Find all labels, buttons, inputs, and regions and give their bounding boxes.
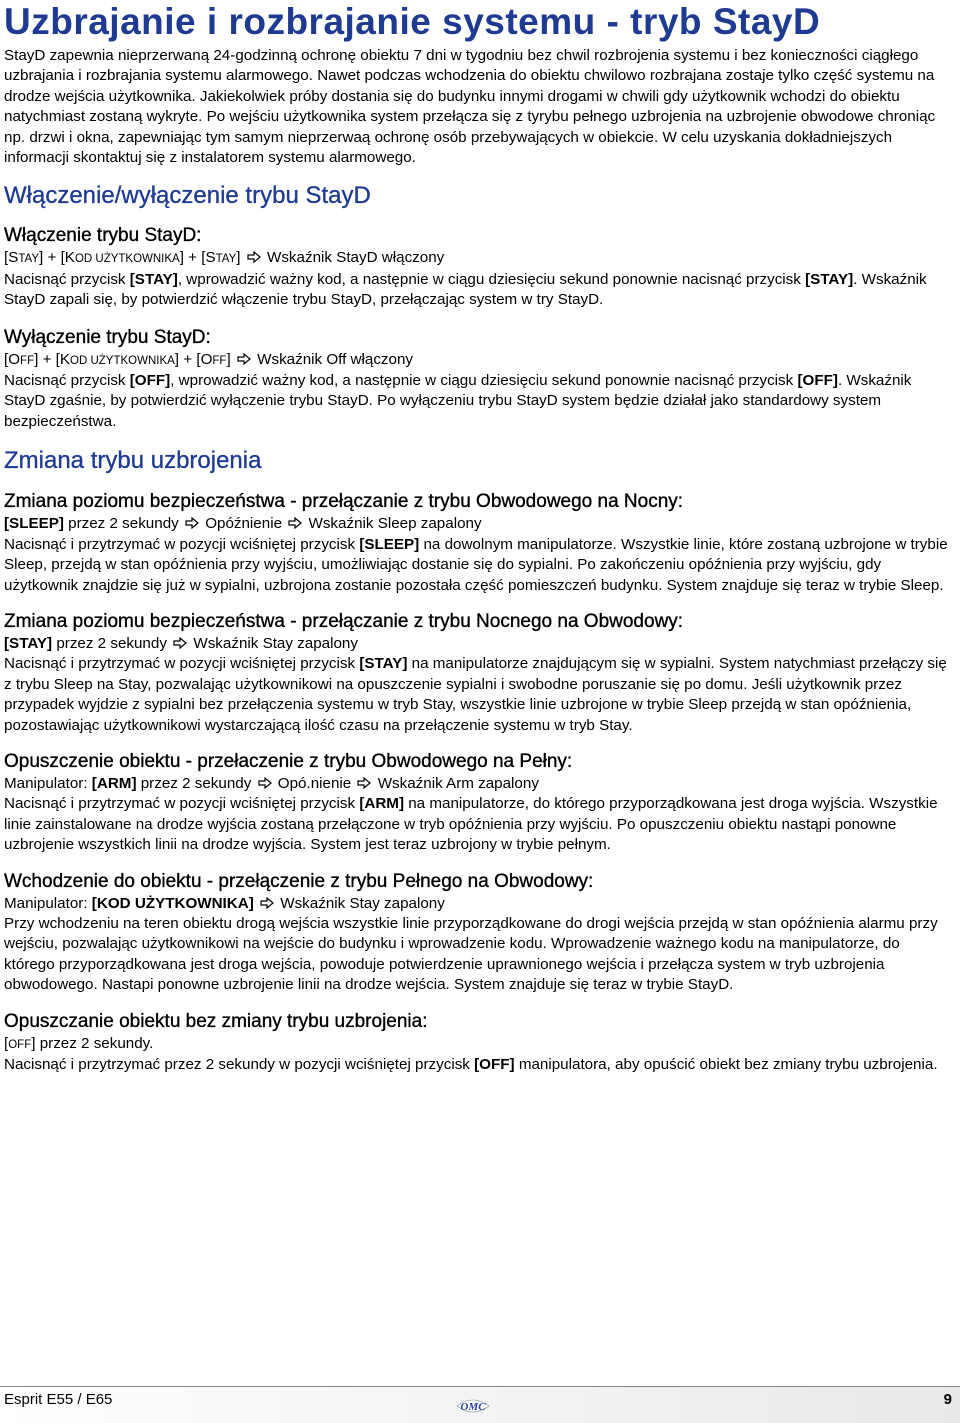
- key-user-code-sc: OD UŻYTKOWNIKA: [74, 253, 180, 266]
- text: na dowolnym manipulatorze. Wszystkie linie, które zostaną uzbrojone w trybie Sleep, przejdą w stan opóźnienia przy wyjściu, umożliwiając dostanie się do sypialni. Po zakończeniu opóźnienia przy wyjściu, gdy użytkownik znajdzie się już w sypialni, uzbrojona zostanie pozostała część pomieszczeń budynku. System znajduje się teraz w trybie Sleep.: [4, 535, 948, 594]
- text: , wprowadzić ważny kod, a następnie w ciągu dziesięciu sekund ponownie nacisnąć przycisk: [170, 372, 798, 390]
- key-user-code: [K: [55, 350, 71, 368]
- text: Nacisnąć i przytrzymać w pozycji wciśniętej przycisk: [4, 535, 360, 553]
- intro-paragraph: [4, 46, 954, 168]
- key-label: [OFF]: [129, 372, 171, 390]
- subheading-stayd-on: Włączenie trybu StayD:: [4, 225, 202, 247]
- subheading-leave-perimeter-to-full: Opuszczenie obiektu - przełaczenie z trybu Obwodowego na Pełny:: [4, 750, 573, 772]
- paragraph-enter-full-to-perimeter: Przy wchodzeniu na teren obiektu drogą wejścia wszystkie linie przyporządkowane do drogi wejścia przejdą w stan opóźnienia alarmu przy wejściu, pozwalając użytkownikowi na wejście do budynku i wprowadzenie kodu. Wprowadzenie ważnego kodu na manipulatorze, do którego przyporządkowana jest droga wejścia, powoduje potwierdzenie uprawnionego wejścia i przełącza system w tryb uzbrojenia obwodowego. Nastapi ponowne uzbrojenie linii na drodze wejścia. System znajduje się teraz w trybie StayD.: [4, 914, 938, 994]
- intro-sentence: Jakiekolwiek próby dostania się do budynku innymi drogami w chwili gdy użytkownik wchodzi do obiektu natychmiast zostaną wykryte.: [4, 87, 900, 126]
- intro-sentence: Po wejściu użytkownika system przełącza się z tyrybu pełnego uzbrojenia na uzbrojenie obwodowe chroniąc np.: [4, 108, 936, 146]
- text: Nacisnąć i przytrzymać w pozycji wciśniętej przycisk: [4, 795, 360, 813]
- paragraph-night-to-perimeter: [4, 654, 954, 736]
- key-off: [: [4, 1034, 9, 1052]
- step-label: Opó.nienie: [277, 774, 352, 792]
- key-stay: [S: [201, 249, 216, 267]
- arrow-right-outline-icon: [288, 517, 302, 529]
- key-stay-close: ]: [39, 249, 44, 267]
- section-heading-change-mode: Zmiana trybu uzbrojenia: [4, 447, 262, 475]
- key-off-sc: FF: [20, 354, 35, 367]
- footer-product-name: Esprit E55 / E65: [4, 1391, 113, 1408]
- subheading-leave-without-change: Opuszczanie obiektu bez zmiany trybu uzbrojenia:: [4, 1010, 428, 1032]
- key-label: [SLEEP]: [359, 535, 420, 553]
- key-user-code-sc: OD UŻYTKOWNIKA: [70, 354, 175, 367]
- page-title: Uzbrajanie i rozbrajanie systemu - tryb StayD: [4, 1, 821, 42]
- page-number: 9: [943, 1391, 952, 1408]
- arrow-right-outline-icon: [173, 637, 187, 649]
- subheading-stayd-off: Wyłączenie trybu StayD:: [4, 326, 211, 348]
- key-label: [STAY]: [805, 270, 854, 288]
- paragraph-stayd-off: [4, 371, 954, 432]
- key-sequence-off: [4, 1034, 954, 1055]
- plus-sign: +: [38, 350, 56, 368]
- intro-sentence: Nawet podczas wchodzenia do obiektu chwilowo rozbrajana zostaje tylko część systemu na drodze wejścia użytkownika.: [4, 67, 935, 105]
- indicator-result: Wskaźnik Off włączony: [257, 350, 414, 368]
- text: przez 2 sekundy: [52, 634, 172, 652]
- arrow-right-outline-icon: [237, 353, 251, 365]
- arrow-right-outline-icon: [260, 897, 274, 909]
- key-label: [STAY]: [4, 634, 53, 652]
- text: Manipulator:: [4, 774, 92, 792]
- indicator-result: Wskaźnik Stay zapalony: [280, 894, 445, 912]
- plus-sign: +: [43, 249, 61, 267]
- paragraph-leave-without-change: [4, 1055, 954, 1075]
- intro-sentence: W celu uzyskania dokładniejszych informacji skontaktuj się z instalatorem systemu alarmowego.: [4, 128, 893, 167]
- key-sequence-stayd-on: [4, 248, 954, 269]
- text: na manipulatorze, do którego przyporządkowana jest droga wyjścia. Wszystkie linie zainstalowane na drodze wyjścia zostaną przełączone w tryb opóźnienia przy wyjściu. Po opuszczeniu obiektu nastąpi ponowne uzbrojenie wszystkich linii na drodze wyjścia. System jest teraz uzbrojony w trybie pełnym.: [4, 795, 938, 854]
- text: Nacisnąć przycisk: [4, 270, 130, 288]
- key-off-close: ]: [34, 350, 39, 368]
- key-label: [ARM]: [359, 795, 405, 813]
- text: . Wskaźnik StayD zapali się, by potwierdzić włączenie trybu StayD, przełączając system w try StayD.: [4, 270, 927, 309]
- key-sequence-arm: [4, 774, 954, 794]
- indicator-result: Wskaźnik Arm zapalony: [377, 774, 539, 792]
- key-label: [STAY]: [359, 655, 408, 673]
- key-sequence-user-code: [4, 894, 954, 914]
- section-heading-stayd: Włączenie/wyłączenie trybu StayD: [4, 182, 371, 210]
- text: Manipulator:: [4, 894, 92, 912]
- key-sequence-stay: [4, 634, 954, 654]
- key-user-code-close: ]: [179, 249, 184, 267]
- paragraph-perimeter-to-night: [4, 535, 954, 596]
- text: przez 2 sekundy: [136, 774, 256, 792]
- paragraph-leave-perimeter-to-full: [4, 794, 954, 855]
- key-label: [SLEEP]: [4, 515, 64, 533]
- omc-logo: [453, 1396, 493, 1416]
- subheading-enter-full-to-perimeter: Wchodzenie do obiektu - przełączenie z trybu Pełnego na Obwodowy:: [4, 870, 594, 892]
- key-stay-sc: TAY: [215, 253, 237, 266]
- page-content: [4, 0, 954, 1075]
- key-user-code-close: ]: [174, 350, 180, 368]
- text: Nacisnąć i przytrzymać w pozycji wciśniętej przycisk: [4, 655, 360, 673]
- key-off-close: ]: [226, 350, 231, 368]
- key-label: [STAY]: [129, 270, 178, 288]
- plus-sign: +: [179, 350, 197, 368]
- key-label: [OFF]: [797, 372, 838, 390]
- text: Nacisnąć przycisk: [4, 372, 130, 390]
- key-off-sc: FF: [212, 354, 227, 367]
- key-user-code: [K: [60, 249, 75, 267]
- text: przez 2 sekundy: [63, 515, 183, 533]
- intro-sentence: StayD zapewnia nieprzerwaną 24-godzinną ochronę obiektu 7 dni w tygodniu bez chwil rozbrojenia systemu i bez konieczności ciągłego uzbrajania i rozbrajania systemu alarmowego.: [4, 47, 919, 85]
- key-off-close: ]: [31, 1034, 36, 1052]
- intro-sentence: drzwi i okna, zapewniając tym samym nieprzerwaą ochronę osób przebywających w obiekcie.: [29, 128, 663, 146]
- key-label: [ARM]: [91, 774, 137, 792]
- subheading-night-to-perimeter: Zmiana poziomu bezpieczeństwa - przełączanie z trybu Nocnego na Obwodowy:: [4, 610, 684, 632]
- key-off: [O: [196, 350, 213, 368]
- page-footer: [0, 1386, 960, 1423]
- indicator-result: Wskaźnik StayD włączony: [267, 249, 445, 267]
- key-label: [KOD UŻYTKOWNIKA]: [91, 894, 254, 912]
- plus-sign: +: [183, 249, 202, 267]
- subheading-perimeter-to-night: Zmiana poziomu bezpieczeństwa - przełączanie z trybu Obwodowego na Nocny:: [4, 491, 684, 513]
- text: na manipulatorze znajdującym się w sypialni. System natychmiast przełączy się z trybu Sleep na Stay, pozwalając użytkownikowi na opuszczenie sypialni i swobodne poruszanie się po domu. Jeśli użytkownik przez przypadek wyjdzie z sypialni bez przełączenia systemu w tryb Stay, wszystkie linie uzbrojone w trybie Sleep przejdą w stan opóźnienia, pozostawiając użytkownikowi wystarczającą ilość czasu na przełączenie systemu w tryb Stay.: [4, 655, 947, 734]
- arrow-right-outline-icon: [258, 777, 272, 789]
- key-sequence-stayd-off: [4, 350, 954, 371]
- key-stay-close: ]: [236, 249, 241, 267]
- key-sequence-sleep: [4, 514, 954, 534]
- text: Nacisnąć i przytrzymać przez 2 sekundy w pozycji wciśniętej przycisk: [4, 1056, 475, 1073]
- key-stay: [S: [4, 249, 19, 267]
- paragraph-stayd-on: [4, 270, 954, 311]
- text: przez 2 sekundy.: [35, 1034, 154, 1052]
- arrow-right-outline-icon: [357, 777, 371, 789]
- key-label: [OFF]: [474, 1056, 515, 1073]
- text: . Wskaźnik StayD zgaśnie, by potwierdzić wyłączenie trybu StayD. Po wyłączeniu trybu StayD system będzie działał jako standardowy system bezpieczeństwa.: [4, 372, 912, 430]
- key-stay-sc: TAY: [18, 253, 40, 266]
- key-off-sc: OFF: [8, 1038, 32, 1051]
- step-label: Opóźnienie: [205, 515, 283, 533]
- arrow-right-outline-icon: [247, 251, 261, 263]
- text: , wprowadzić ważny kod, a następnie w ciągu dziesięciu sekund ponownie nacisnąć przycisk: [177, 270, 806, 288]
- key-off: [O: [4, 350, 21, 368]
- arrow-right-outline-icon: [185, 517, 199, 529]
- omc-logo-text: OMC: [460, 1401, 486, 1413]
- indicator-result: Wskaźnik Sleep zapalony: [308, 515, 482, 533]
- text: manipulatora, aby opuścić obiekt bez zmiany trybu uzbrojenia.: [514, 1056, 938, 1073]
- indicator-result: Wskaźnik Stay zapalony: [193, 634, 358, 652]
